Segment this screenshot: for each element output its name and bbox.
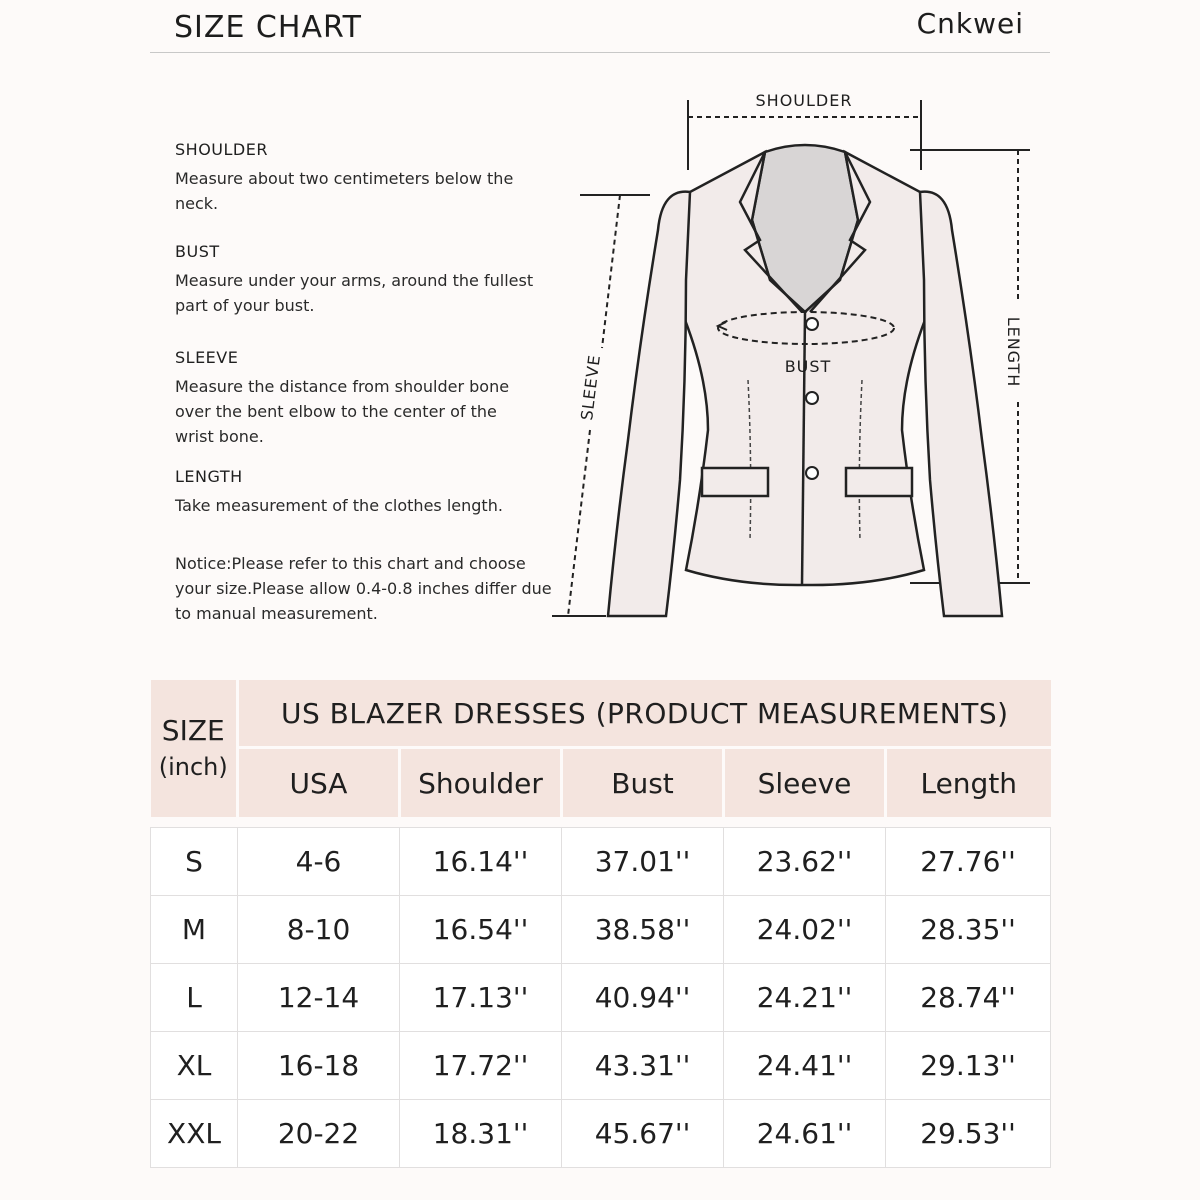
table-row [151,1100,1051,1168]
column-header-length: Length [886,748,1051,818]
usa-cell: 20-22 [238,1100,400,1168]
shoulder-cell: 17.72'' [400,1032,562,1100]
shoulder-cell: 16.54'' [400,896,562,964]
bust-cell: 40.94'' [562,964,724,1032]
column-header-usa: USA [238,748,400,818]
header-bar [150,0,1050,53]
left-pocket [702,468,768,496]
column-header-bust: Bust [562,748,724,818]
instruction-heading: SHOULDER [175,140,268,159]
size-cell: L [151,964,238,1032]
table-row [151,964,1051,1032]
sleeve-cell: 23.62'' [724,828,886,896]
table-row [151,828,1051,896]
sleeve-cell: 24.61'' [724,1100,886,1168]
size-cell: M [151,896,238,964]
instruction-shoulder [175,140,545,216]
right-pocket [846,468,912,496]
bust-cell: 37.01'' [562,828,724,896]
sleeve-dimension-line-bottom [568,430,590,616]
button-icon [806,318,818,330]
sleeve-cell: 24.21'' [724,964,886,1032]
instruction-heading: BUST [175,242,220,261]
sleeve-dimension-line-top [602,195,620,348]
length-cell: 29.13'' [886,1032,1051,1100]
brand-name: Cnkwei [916,7,1024,40]
usa-cell: 8-10 [238,896,400,964]
size-table [150,680,1051,1168]
length-label: LENGTH [1004,316,1023,388]
instruction-bust [175,242,545,318]
usa-cell: 12-14 [238,964,400,1032]
table-row [151,1032,1051,1100]
measurement-instructions [175,140,545,518]
table-row [151,896,1051,964]
instruction-text: Measure the distance from shoulder bone over the bent elbow to the center of the wrist bone. [175,377,510,446]
column-header-shoulder: Shoulder [400,748,562,818]
length-cell: 28.35'' [886,896,1051,964]
instruction-text: Measure under your arms, around the fullest part of your bust. [175,271,534,315]
size-label: SIZE [161,713,225,747]
bust-cell: 43.31'' [562,1032,724,1100]
button-icon [806,467,818,479]
length-cell: 28.74'' [886,964,1051,1032]
bust-cell: 45.67'' [562,1100,724,1168]
shoulder-label: SHOULDER [755,91,853,110]
column-header-sleeve: Sleeve [724,748,886,818]
shoulder-cell: 16.14'' [400,828,562,896]
usa-cell: 4-6 [238,828,400,896]
right-sleeve [920,192,1002,616]
size-cell: XL [151,1032,238,1100]
instruction-heading: LENGTH [175,467,243,486]
instruction-heading: SLEEVE [175,348,239,367]
length-cell: 27.76'' [886,828,1051,896]
button-icon [806,392,818,404]
notice-text: Notice:Please refer to this chart and choose your size.Please allow 0.4-0.8 inches differ due to manual measurement. [175,554,552,623]
shoulder-cell: 17.13'' [400,964,562,1032]
blazer-diagram [540,80,1040,640]
page-title: SIZE CHART [174,10,362,45]
left-sleeve [608,192,690,616]
size-cell: XXL [151,1100,238,1168]
unit-label: (inch) [158,752,228,781]
sleeve-cell: 24.41'' [724,1032,886,1100]
size-column-header [151,680,238,817]
table-title: US BLAZER DRESSES (PRODUCT MEASUREMENTS) [238,680,1051,748]
length-cell: 29.53'' [886,1100,1051,1168]
sleeve-cell: 24.02'' [724,896,886,964]
instruction-text: Measure about two centimeters below the neck. [175,169,514,213]
instruction-sleeve [175,348,545,449]
shoulder-cell: 18.31'' [400,1100,562,1168]
size-cell: S [151,828,238,896]
instruction-text: Take measurement of the clothes length. [175,496,503,515]
instruction-length [175,467,545,518]
sleeve-label: SLEEVE [577,353,605,422]
bust-label: BUST [784,357,832,376]
bust-cell: 38.58'' [562,896,724,964]
usa-cell: 16-18 [238,1032,400,1100]
size-table-container [150,680,1050,1168]
